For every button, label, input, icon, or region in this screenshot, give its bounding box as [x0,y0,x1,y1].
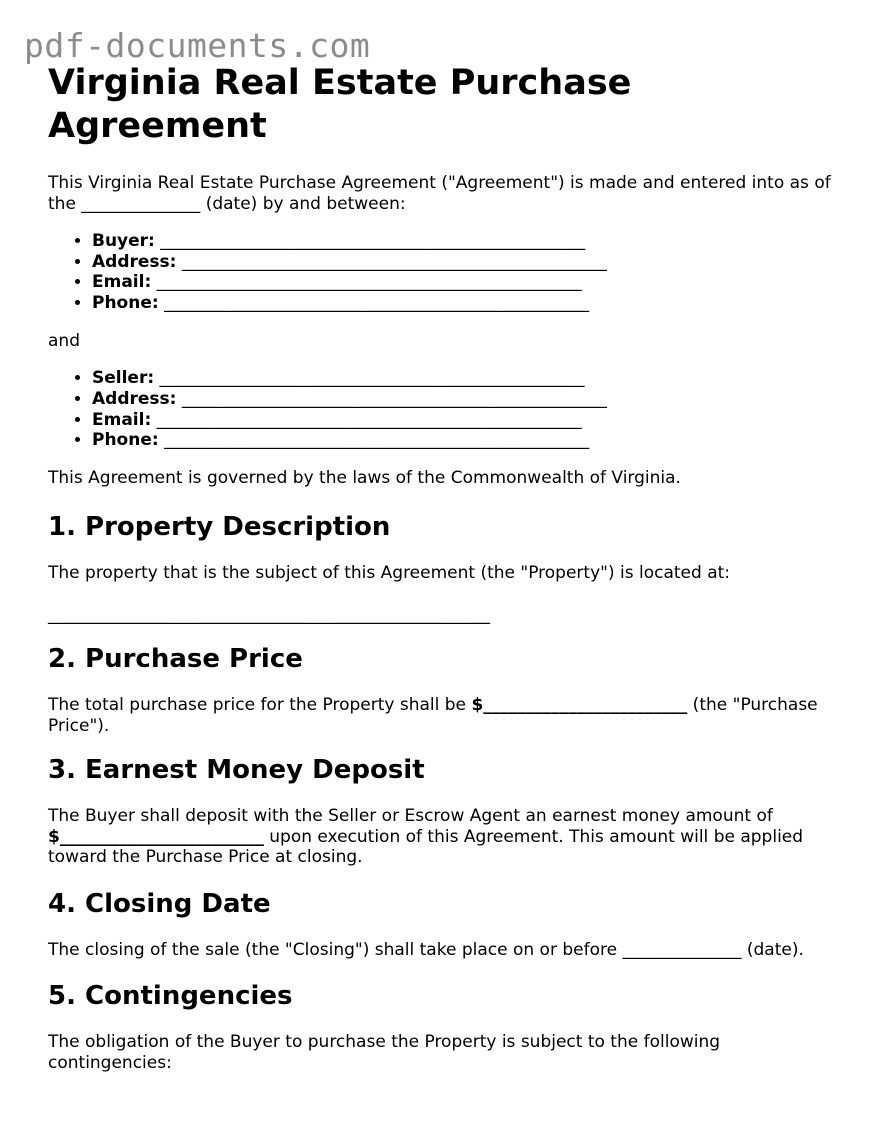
seller-email-field [92,410,838,431]
price-text-before: The total purchase price for the Property shall be [48,695,472,716]
deposit-amount-blank: $________________________ [48,826,264,847]
field-label: Phone: [92,430,159,451]
blank-line: __________________________________________________ [156,272,582,293]
and-text: and [48,330,80,351]
field-label: Address: [92,389,177,410]
blank-line: __________________________________________________ [159,368,585,389]
field-label: Phone: [92,293,159,314]
seller-phone-field [92,430,838,451]
blank-line: __________________________________________________ [164,430,590,451]
closing-text: The closing of the sale (the "Closing") shall take place on or before ______________ (date). [48,939,804,960]
blank-line: __________________________________________________ [164,293,590,314]
blank-line: __________________________________________________ [156,409,582,430]
buyer-email-field [92,272,838,293]
buyer-address-field [92,252,838,273]
document-title: Virginia Real Estate Purchase Agreement [48,63,632,146]
field-label: Email: [92,409,152,430]
buyer-fields-list [48,231,838,314]
section-heading-price: 2. Purchase Price [48,644,303,675]
section-heading-deposit: 3. Earnest Money Deposit [48,755,425,786]
field-label: Buyer: [92,231,155,251]
buyer-name-field [92,231,838,252]
contingencies-text: The obligation of the Buyer to purchase the Property is subject to the following contingencies: [48,1032,721,1073]
deposit-text-after: upon execution of this Agreement. This amount will be applied toward the Purchase Price at closing. [48,826,804,868]
property-text: The property that is the subject of this Agreement (the "Property") is located at: [48,562,731,583]
intro-paragraph: This Virginia Real Estate Purchase Agreement ("Agreement") is made and entered into as of the ______________ (date) by and between: [48,173,831,214]
deposit-text-before: The Buyer shall deposit with the Seller or Escrow Agent an earnest money amount of [48,806,773,827]
buyer-phone-field [92,293,838,314]
section-heading-closing: 4. Closing Date [48,888,271,919]
price-text-after: (the "Purchase Price"). [48,695,818,736]
field-label: Email: [92,272,152,293]
seller-fields-list [48,368,838,451]
document-page [48,62,838,1073]
section-heading-property: 1. Property Description [48,511,391,542]
price-paragraph [48,695,838,736]
property-location-blank: ____________________________________________________ [48,605,490,626]
field-label: Address: [92,251,177,272]
seller-address-field [92,389,838,410]
seller-name-field [92,368,838,389]
blank-line: __________________________________________________ [160,231,586,251]
blank-line: __________________________________________________ [181,389,607,410]
field-label: Seller: [92,368,155,389]
governing-law-text: This Agreement is governed by the laws of the Commonwealth of Virginia. [48,468,681,489]
price-amount-blank: $________________________ [471,695,688,716]
watermark: pdf-documents.com [24,26,371,65]
deposit-paragraph [48,806,838,868]
blank-line: __________________________________________________ [181,251,607,272]
section-heading-contingencies: 5. Contingencies [48,981,293,1012]
